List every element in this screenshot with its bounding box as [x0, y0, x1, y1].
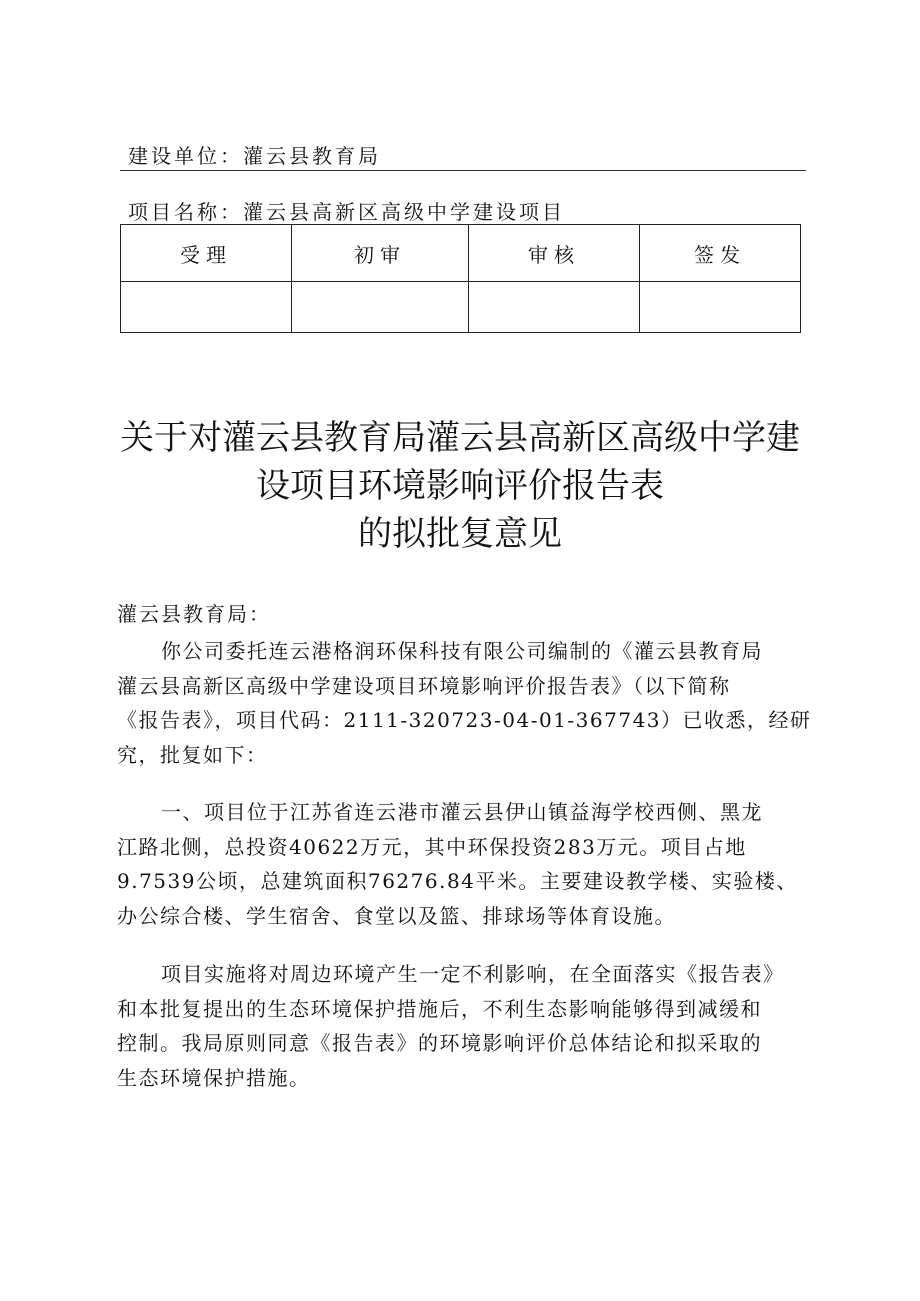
paragraph-line: 和本批复提出的生态环境保护措施后，不利生态影响能够得到减缓和 [117, 996, 762, 1021]
construction-unit: 建设单位：灌云县教育局 [128, 144, 381, 168]
paragraph-line: 控制。我局原则同意《报告表》的环境影响评价总体结论和拟采取的 [117, 1031, 762, 1055]
construction-unit-underline [120, 170, 806, 171]
document-title [100, 414, 820, 558]
approval-cell-review [469, 282, 640, 333]
approval-cell-issue [640, 282, 801, 333]
project-name: 项目名称：灌云县高新区高级中学建设项目 [128, 200, 565, 224]
paragraph-receipt [117, 634, 812, 772]
approval-cell-accept [121, 282, 292, 333]
approval-col-preliminary-review: 初审 [292, 225, 469, 282]
paragraph-line: 办公综合楼、学生宿舍、食堂以及篮、排球场等体育设施。 [117, 903, 676, 928]
paragraph-line: 项目实施将对周边环境产生一定不利影响，在全面落实《报告表》 [161, 962, 785, 986]
approval-col-review: 审核 [469, 225, 640, 282]
approval-col-issue: 签发 [640, 225, 801, 282]
paragraph-line: 你公司委托连云港格润环保科技有限公司编制的《灌云县教育局 [161, 639, 763, 663]
paragraph-line: 一、项目位于江苏省连云港市灌云县伊山镇益海学校西侧、黑龙 [161, 800, 763, 824]
approval-table [120, 224, 801, 333]
approval-cell-preliminary-review [292, 282, 469, 333]
document-title-line: 的拟批复意见 [358, 514, 562, 554]
paragraph-line: 灌云县高新区高级中学建设项目环境影响评价报告表》（以下简称 [117, 673, 731, 698]
approval-table-signature-row [121, 282, 801, 333]
paragraph-line: 《报告表》，项目代码：2111-320723-04-01-367743）已收悉，经研 [117, 708, 812, 732]
document-title-line: 关于对灌云县教育局灌云县高新区高级中学建 [120, 418, 800, 458]
paragraph-line: 9.7539公顷，总建筑面积76276.84平米。主要建设教学楼、实验楼、 [117, 869, 798, 893]
paragraph-line: 究，批复如下： [117, 742, 268, 767]
paragraph-line: 江路北侧，总投资40622万元，其中环保投资283万元。项目占地 [117, 834, 747, 859]
paragraph-environmental-impact [117, 957, 809, 1095]
approval-table-header-row [121, 225, 801, 282]
salutation: 灌云县教育局： [117, 602, 271, 626]
approval-col-accept: 受理 [121, 225, 292, 282]
document-title-line: 设项目环境影响评价报告表 [256, 466, 664, 506]
paragraph-project-location [117, 795, 809, 933]
paragraph-line: 生态环境保护措施。 [117, 1065, 311, 1090]
